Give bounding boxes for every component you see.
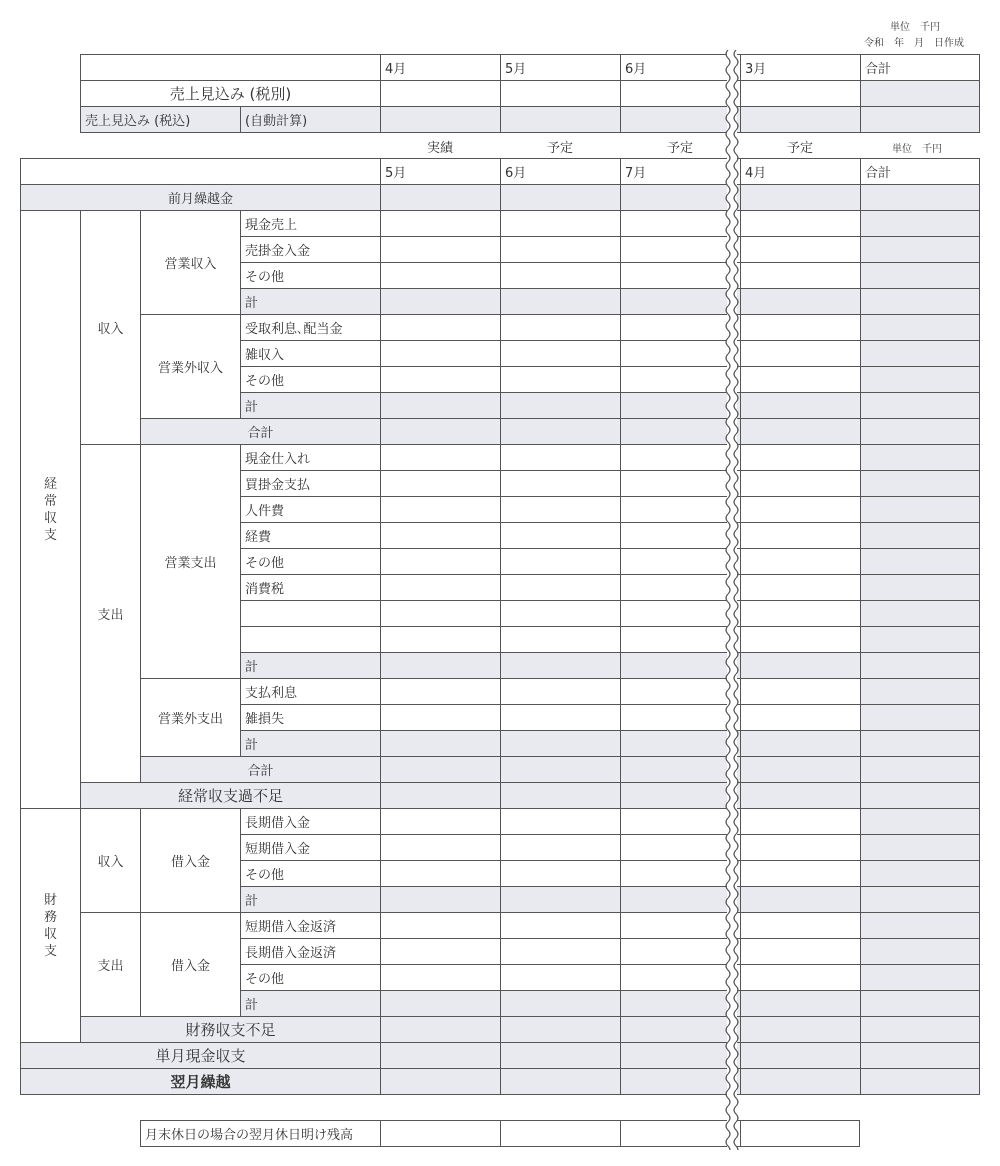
sales-excl-tax-label: 売上見込み (税別) xyxy=(80,80,381,107)
input-cell[interactable] xyxy=(740,860,861,887)
input-cell[interactable] xyxy=(380,704,501,731)
sales-incl-tax-label: 売上見込み (税込) xyxy=(80,106,241,133)
financial-income-label: 収入 xyxy=(80,808,141,913)
input-cell[interactable] xyxy=(740,704,861,731)
input-cell[interactable] xyxy=(740,574,861,601)
computed-cell xyxy=(860,184,980,211)
main-col-header: 6月 xyxy=(500,158,621,185)
computed-cell xyxy=(860,730,980,757)
main-col-header: 7月 xyxy=(620,158,741,185)
non-operating-income-label: 営業外収入 xyxy=(140,314,241,419)
row-total-cell xyxy=(860,964,980,991)
input-cell[interactable] xyxy=(740,600,861,627)
sales-incl-tax-value xyxy=(380,106,501,133)
vertical-char: 収 xyxy=(43,926,57,942)
row-total-cell xyxy=(860,860,980,887)
computed-cell xyxy=(740,288,861,315)
computed-cell xyxy=(380,288,501,315)
row-total-cell xyxy=(860,314,980,341)
input-cell[interactable] xyxy=(500,574,621,601)
computed-cell xyxy=(740,886,861,913)
monthly-cash-balance-label: 単月現金収支 xyxy=(20,1042,381,1069)
row-total-cell xyxy=(860,808,980,835)
line-item-label: 現金仕入れ xyxy=(240,444,381,471)
input-cell[interactable] xyxy=(740,938,861,965)
input-cell[interactable] xyxy=(500,444,621,471)
input-cell[interactable] xyxy=(740,496,861,523)
computed-cell xyxy=(740,990,861,1017)
input-cell[interactable] xyxy=(500,938,621,965)
input-cell[interactable] xyxy=(380,470,501,497)
line-item-label: 短期借入金 xyxy=(240,834,381,861)
line-item-label: 雑収入 xyxy=(240,340,381,367)
input-cell[interactable] xyxy=(380,496,501,523)
computed-cell xyxy=(500,730,621,757)
row-total-cell xyxy=(860,340,980,367)
row-total-cell xyxy=(860,938,980,965)
sales-col-header: 合計 xyxy=(860,54,980,81)
computed-cell xyxy=(860,782,980,809)
row-total-cell xyxy=(860,834,980,861)
input-cell[interactable] xyxy=(500,548,621,575)
input-cell[interactable] xyxy=(380,600,501,627)
input-cell[interactable] xyxy=(500,964,621,991)
row-total-cell xyxy=(860,496,980,523)
computed-cell xyxy=(500,1068,621,1095)
input-cell[interactable] xyxy=(500,314,621,341)
computed-cell xyxy=(380,782,501,809)
main-header-blank xyxy=(20,158,381,185)
computed-cell xyxy=(860,1042,980,1069)
holiday-balance-label: 月末休日の場合の翌月休日明け残高 xyxy=(140,1120,381,1147)
input-cell[interactable] xyxy=(500,236,621,263)
subtotal-label: 計 xyxy=(240,652,381,679)
computed-cell xyxy=(740,1068,861,1095)
sales-header-blank xyxy=(80,54,381,81)
line-item-label xyxy=(240,600,381,627)
input-cell[interactable] xyxy=(500,522,621,549)
vertical-char: 常 xyxy=(43,493,57,509)
computed-cell xyxy=(500,886,621,913)
holiday-balance-input[interactable] xyxy=(380,1120,501,1147)
computed-cell xyxy=(380,1042,501,1069)
computed-cell xyxy=(500,652,621,679)
input-cell[interactable] xyxy=(740,236,861,263)
input-cell[interactable] xyxy=(500,704,621,731)
row-total-cell xyxy=(860,678,980,705)
input-cell[interactable] xyxy=(380,964,501,991)
main-col-header: 4月 xyxy=(740,158,861,185)
sales-col-header: 5月 xyxy=(500,54,621,81)
line-item-label: 支払利息 xyxy=(240,678,381,705)
input-cell[interactable] xyxy=(500,366,621,393)
input-cell[interactable] xyxy=(380,210,501,237)
subtotal-label: 計 xyxy=(240,730,381,757)
computed-cell xyxy=(860,756,980,783)
status-plan: 予定 xyxy=(666,141,693,156)
input-cell[interactable] xyxy=(380,340,501,367)
input-cell[interactable] xyxy=(740,444,861,471)
line-item-label: その他 xyxy=(240,860,381,887)
sales-excl-tax-input[interactable] xyxy=(500,80,621,107)
computed-cell xyxy=(500,782,621,809)
subtotal-label: 計 xyxy=(240,392,381,419)
financial-section-label xyxy=(20,808,81,1043)
computed-cell xyxy=(500,288,621,315)
non-operating-expense-label: 営業外支出 xyxy=(140,678,241,757)
line-item-label: その他 xyxy=(240,366,381,393)
row-total-cell xyxy=(860,262,980,289)
computed-cell xyxy=(500,184,621,211)
income-label: 収入 xyxy=(80,210,141,445)
line-item-label: その他 xyxy=(240,262,381,289)
sales-incl-tax-total xyxy=(860,106,980,133)
computed-cell xyxy=(860,652,980,679)
input-cell[interactable] xyxy=(740,964,861,991)
computed-cell xyxy=(380,990,501,1017)
sales-excl-tax-total xyxy=(860,80,980,107)
computed-cell xyxy=(380,1068,501,1095)
line-item-label: 雑損失 xyxy=(240,704,381,731)
main-col-header: 合計 xyxy=(860,158,980,185)
input-cell[interactable] xyxy=(380,236,501,263)
computed-cell xyxy=(860,1016,980,1043)
input-cell[interactable] xyxy=(380,366,501,393)
input-cell[interactable] xyxy=(740,912,861,939)
input-cell[interactable] xyxy=(740,314,861,341)
line-item-label: その他 xyxy=(240,548,381,575)
computed-cell xyxy=(740,652,861,679)
date-label: 令和 年 月 日作成 xyxy=(864,38,964,49)
input-cell[interactable] xyxy=(740,522,861,549)
operating-expense-label: 営業支出 xyxy=(140,444,241,679)
input-cell[interactable] xyxy=(740,262,861,289)
vertical-char: 務 xyxy=(43,909,57,925)
line-item-label: 経費 xyxy=(240,522,381,549)
repayment-label: 借入金 xyxy=(140,912,241,1017)
vertical-char: 財 xyxy=(43,892,57,908)
input-cell[interactable] xyxy=(500,340,621,367)
sales-incl-tax-value xyxy=(500,106,621,133)
computed-cell xyxy=(380,730,501,757)
line-item-label: 消費税 xyxy=(240,574,381,601)
input-cell[interactable] xyxy=(380,262,501,289)
input-cell[interactable] xyxy=(380,522,501,549)
row-total-cell xyxy=(860,704,980,731)
computed-cell xyxy=(860,418,980,445)
computed-cell xyxy=(380,886,501,913)
sales-col-header: 6月 xyxy=(620,54,741,81)
borrowing-label: 借入金 xyxy=(140,808,241,913)
input-cell[interactable] xyxy=(740,340,861,367)
input-cell[interactable] xyxy=(380,860,501,887)
line-item-label: 長期借入金 xyxy=(240,808,381,835)
computed-cell xyxy=(740,730,861,757)
input-cell[interactable] xyxy=(500,496,621,523)
input-cell[interactable] xyxy=(380,548,501,575)
input-cell[interactable] xyxy=(380,626,501,653)
line-item-label: 人件費 xyxy=(240,496,381,523)
row-total-cell xyxy=(860,912,980,939)
computed-cell xyxy=(500,756,621,783)
holiday-balance-input[interactable] xyxy=(740,1120,860,1147)
input-cell[interactable] xyxy=(380,444,501,471)
wavy-break-line xyxy=(722,50,744,1150)
operating-income-label: 営業収入 xyxy=(140,210,241,315)
input-cell[interactable] xyxy=(380,574,501,601)
input-cell[interactable] xyxy=(500,262,621,289)
input-cell[interactable] xyxy=(500,210,621,237)
sales-incl-tax-value xyxy=(740,106,861,133)
input-cell[interactable] xyxy=(740,678,861,705)
ordinary-balance-label: 経常収支過不足 xyxy=(80,782,381,809)
status-actual: 実績 xyxy=(426,141,453,156)
computed-cell xyxy=(380,392,501,419)
line-item-label: 現金売上 xyxy=(240,210,381,237)
subtotal-label: 計 xyxy=(240,990,381,1017)
input-cell[interactable] xyxy=(500,834,621,861)
computed-cell xyxy=(500,1016,621,1043)
input-cell[interactable] xyxy=(500,860,621,887)
input-cell[interactable] xyxy=(380,808,501,835)
row-total-cell xyxy=(860,626,980,653)
computed-cell xyxy=(740,392,861,419)
input-cell[interactable] xyxy=(500,808,621,835)
status-plan: 予定 xyxy=(786,141,813,156)
line-item-label: その他 xyxy=(240,964,381,991)
expense-label: 支出 xyxy=(80,444,141,783)
input-cell[interactable] xyxy=(380,678,501,705)
computed-cell xyxy=(380,1016,501,1043)
subtotal-label: 計 xyxy=(240,288,381,315)
line-item-label: 売掛金入金 xyxy=(240,236,381,263)
computed-cell xyxy=(740,418,861,445)
financial-balance-label: 財務収支不足 xyxy=(80,1016,381,1043)
input-cell[interactable] xyxy=(740,626,861,653)
status-plan: 予定 xyxy=(546,141,573,156)
computed-cell xyxy=(740,756,861,783)
main-col-header: 5月 xyxy=(380,158,501,185)
line-item-label: 受取利息､配当金 xyxy=(240,314,381,341)
sales-excl-tax-input[interactable] xyxy=(740,80,861,107)
computed-cell xyxy=(380,756,501,783)
computed-cell xyxy=(860,392,980,419)
row-total-cell xyxy=(860,548,980,575)
row-total-cell xyxy=(860,444,980,471)
vertical-char: 支 xyxy=(43,943,57,959)
line-item-label: 長期借入金返済 xyxy=(240,938,381,965)
sales-col-header: 3月 xyxy=(740,54,861,81)
input-cell[interactable] xyxy=(380,834,501,861)
computed-cell xyxy=(860,990,980,1017)
computed-cell xyxy=(860,886,980,913)
input-cell[interactable] xyxy=(500,626,621,653)
subtotal-label: 計 xyxy=(240,886,381,913)
input-cell[interactable] xyxy=(500,600,621,627)
row-total-cell xyxy=(860,522,980,549)
input-cell[interactable] xyxy=(380,314,501,341)
computed-cell xyxy=(500,418,621,445)
carry-over-next-label: 翌月繰越 xyxy=(20,1068,381,1095)
input-cell[interactable] xyxy=(500,470,621,497)
sales-col-header: 4月 xyxy=(380,54,501,81)
unit-label-main: 単位 千円 xyxy=(892,144,942,155)
input-cell[interactable] xyxy=(740,808,861,835)
input-cell[interactable] xyxy=(740,210,861,237)
ordinary-section-label xyxy=(20,210,81,809)
financial-expense-label: 支出 xyxy=(80,912,141,1017)
computed-cell xyxy=(380,418,501,445)
computed-cell xyxy=(740,782,861,809)
computed-cell xyxy=(740,1016,861,1043)
input-cell[interactable] xyxy=(380,912,501,939)
input-cell[interactable] xyxy=(500,678,621,705)
computed-cell xyxy=(380,184,501,211)
line-item-label: 短期借入金返済 xyxy=(240,912,381,939)
row-total-cell xyxy=(860,236,980,263)
auto-calc-note: (自動計算) xyxy=(240,106,381,133)
computed-cell xyxy=(860,1068,980,1095)
carry-over-prev-label: 前月繰越金 xyxy=(20,184,381,211)
holiday-balance-input[interactable] xyxy=(500,1120,621,1147)
vertical-char: 収 xyxy=(43,510,57,526)
expense-total-label: 合計 xyxy=(140,756,381,783)
line-item-label xyxy=(240,626,381,653)
input-cell[interactable] xyxy=(500,912,621,939)
row-total-cell xyxy=(860,366,980,393)
computed-cell xyxy=(380,652,501,679)
computed-cell xyxy=(860,288,980,315)
income-total-label: 合計 xyxy=(140,418,381,445)
computed-cell xyxy=(500,1042,621,1069)
row-total-cell xyxy=(860,470,980,497)
input-cell[interactable] xyxy=(740,548,861,575)
sales-excl-tax-input[interactable] xyxy=(380,80,501,107)
computed-cell xyxy=(740,1042,861,1069)
input-cell[interactable] xyxy=(740,366,861,393)
vertical-char: 経 xyxy=(43,476,57,492)
computed-cell xyxy=(500,392,621,419)
computed-cell xyxy=(740,184,861,211)
input-cell[interactable] xyxy=(380,938,501,965)
computed-cell xyxy=(500,990,621,1017)
unit-label: 単位 千円 xyxy=(890,22,940,33)
row-total-cell xyxy=(860,210,980,237)
row-total-cell xyxy=(860,574,980,601)
vertical-char: 支 xyxy=(43,527,57,543)
input-cell[interactable] xyxy=(740,834,861,861)
input-cell[interactable] xyxy=(740,470,861,497)
row-total-cell xyxy=(860,600,980,627)
line-item-label: 買掛金支払 xyxy=(240,470,381,497)
